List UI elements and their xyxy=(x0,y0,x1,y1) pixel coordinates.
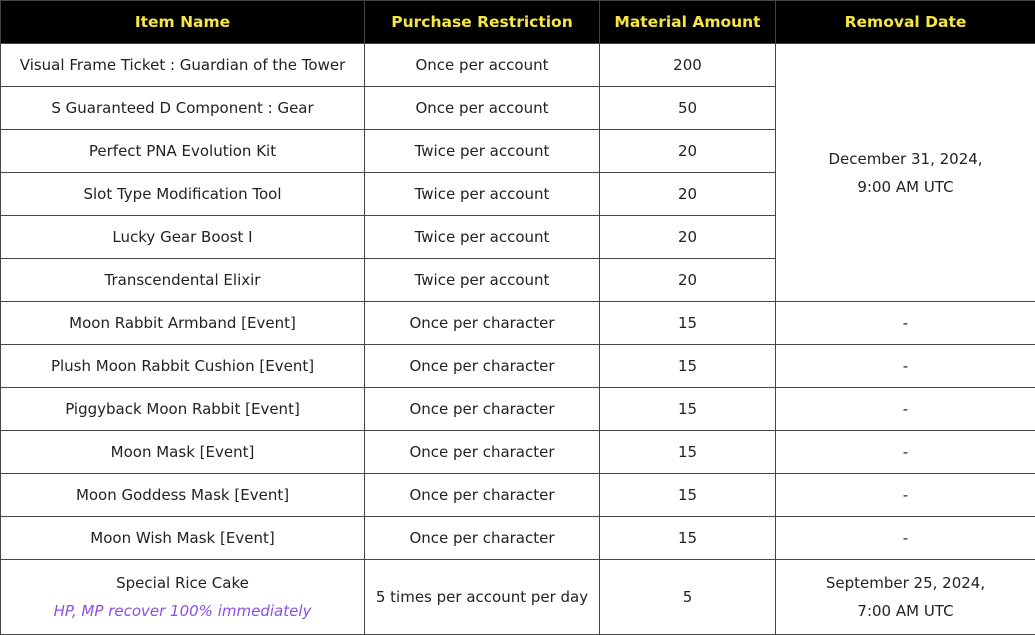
restriction-cell: Once per character xyxy=(365,474,600,517)
item-effect-note: HP, MP recover 100% immediately xyxy=(53,602,312,620)
amount-cell: 50 xyxy=(600,87,776,130)
restriction-cell: 5 times per account per day xyxy=(365,560,600,635)
removal-date-cell: - xyxy=(776,517,1035,560)
amount-cell: 20 xyxy=(600,259,776,302)
item-name-cell: Moon Wish Mask [Event] xyxy=(1,517,365,560)
amount-cell: 20 xyxy=(600,130,776,173)
table-row xyxy=(1,44,1035,87)
restriction-cell: Once per account xyxy=(365,44,600,87)
item-name-cell: Perfect PNA Evolution Kit xyxy=(1,130,365,173)
item-name-cell: Transcendental Elixir xyxy=(1,259,365,302)
removal-date-cell xyxy=(776,560,1035,635)
item-name-cell: Moon Goddess Mask [Event] xyxy=(1,474,365,517)
item-name-text: Special Rice Cake xyxy=(116,574,249,592)
removal-date-cell: - xyxy=(776,431,1035,474)
table-row xyxy=(1,388,1035,431)
table-row xyxy=(1,431,1035,474)
restriction-cell: Twice per account xyxy=(365,216,600,259)
amount-cell: 15 xyxy=(600,302,776,345)
restriction-cell: Once per character xyxy=(365,431,600,474)
removal-date-cell: - xyxy=(776,302,1035,345)
header-material-amount: Material Amount xyxy=(600,1,776,44)
header-purchase-restriction: Purchase Restriction xyxy=(365,1,600,44)
item-name-cell: Visual Frame Ticket : Guardian of the Tower xyxy=(1,44,365,87)
table-row xyxy=(1,474,1035,517)
removal-date-cell: - xyxy=(776,345,1035,388)
amount-cell: 15 xyxy=(600,517,776,560)
removal-date-cell: - xyxy=(776,388,1035,431)
header-row xyxy=(1,1,1035,44)
header-item-name: Item Name xyxy=(1,1,365,44)
table-row xyxy=(1,560,1035,635)
item-name-cell: Plush Moon Rabbit Cushion [Event] xyxy=(1,345,365,388)
removal-date-line2: 7:00 AM UTC xyxy=(857,602,954,620)
restriction-cell: Once per account xyxy=(365,87,600,130)
amount-cell: 200 xyxy=(600,44,776,87)
restriction-cell: Twice per account xyxy=(365,259,600,302)
item-name-cell: Moon Rabbit Armband [Event] xyxy=(1,302,365,345)
amount-cell: 5 xyxy=(600,560,776,635)
restriction-cell: Twice per account xyxy=(365,173,600,216)
table-row xyxy=(1,345,1035,388)
amount-cell: 15 xyxy=(600,345,776,388)
restriction-cell: Once per character xyxy=(365,302,600,345)
header-removal-date: Removal Date xyxy=(776,1,1035,44)
removal-date-cell: - xyxy=(776,474,1035,517)
removal-date-line1: September 25, 2024, xyxy=(825,574,986,592)
restriction-cell: Twice per account xyxy=(365,130,600,173)
removal-date-group-cell xyxy=(776,44,1035,302)
restriction-cell: Once per character xyxy=(365,388,600,431)
removal-date-line2: 9:00 AM UTC xyxy=(857,177,954,196)
removal-date-line1: December 31, 2024, xyxy=(828,149,983,168)
item-name-cell: Lucky Gear Boost I xyxy=(1,216,365,259)
table-row xyxy=(1,302,1035,345)
amount-cell: 15 xyxy=(600,388,776,431)
restriction-cell: Once per character xyxy=(365,345,600,388)
table-row xyxy=(1,517,1035,560)
item-name-cell: Piggyback Moon Rabbit [Event] xyxy=(1,388,365,431)
item-name-cell: Moon Mask [Event] xyxy=(1,431,365,474)
amount-cell: 20 xyxy=(600,173,776,216)
amount-cell: 15 xyxy=(600,474,776,517)
item-name-cell: S Guaranteed D Component : Gear xyxy=(1,87,365,130)
amount-cell: 15 xyxy=(600,431,776,474)
restriction-cell: Once per character xyxy=(365,517,600,560)
item-name-cell: Slot Type Modification Tool xyxy=(1,173,365,216)
item-name-cell xyxy=(1,560,365,635)
amount-cell: 20 xyxy=(600,216,776,259)
